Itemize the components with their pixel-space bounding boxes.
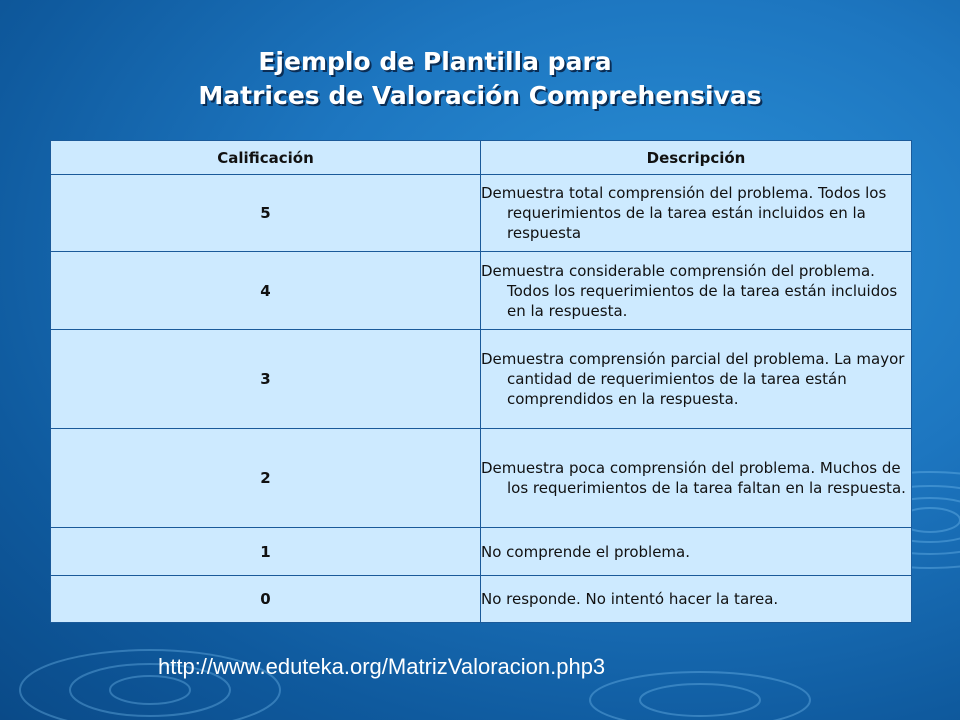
row-description: [481, 330, 912, 429]
description-text: Demuestra considerable comprensión del problema. Todos los requerimientos de la tarea están incluidos en la respuesta.: [481, 261, 898, 320]
row-description: [481, 252, 912, 330]
description-text: Demuestra poca comprensión del problema. Muchos de los requerimientos de la tarea faltan en la respuesta.: [481, 459, 906, 497]
row-description: [481, 429, 912, 528]
row-score: 5: [51, 175, 481, 252]
row-description: [481, 576, 912, 623]
header-description: Descripción: [481, 141, 912, 175]
row-score: 4: [51, 252, 481, 330]
description-text: Demuestra comprensión parcial del problema. La mayor cantidad de requerimientos de la tarea están comprendidos en la respuesta.: [481, 350, 905, 408]
rubric-table: [50, 140, 912, 623]
row-description: [481, 528, 912, 576]
row-score: 1: [51, 528, 481, 576]
table-row: [51, 175, 912, 252]
source-url: http://www.eduteka.org/MatrizValoracion.php3: [158, 654, 606, 679]
row-score: 2: [51, 429, 481, 528]
row-score: 0: [51, 576, 481, 623]
description-text: No responde. No intentó hacer la tarea.: [481, 590, 779, 608]
table-row: [51, 429, 912, 528]
title-line-2: Matrices de Valoración Comprehensivas: [198, 81, 762, 110]
table-row: [51, 252, 912, 330]
description-text: Demuestra total comprensión del problema. Todos los requerimientos de la tarea están incluidos en la respuesta: [481, 184, 887, 242]
table-row: [51, 576, 912, 623]
table-row: [51, 330, 912, 429]
description-text: No comprende el problema.: [481, 542, 691, 561]
row-score: 3: [51, 330, 481, 429]
table-header-row: [51, 141, 912, 175]
title-line-1: Ejemplo de Plantilla para: [258, 47, 612, 76]
row-description: [481, 175, 912, 252]
table-row: [51, 528, 912, 576]
header-score: Calificación: [51, 141, 481, 175]
